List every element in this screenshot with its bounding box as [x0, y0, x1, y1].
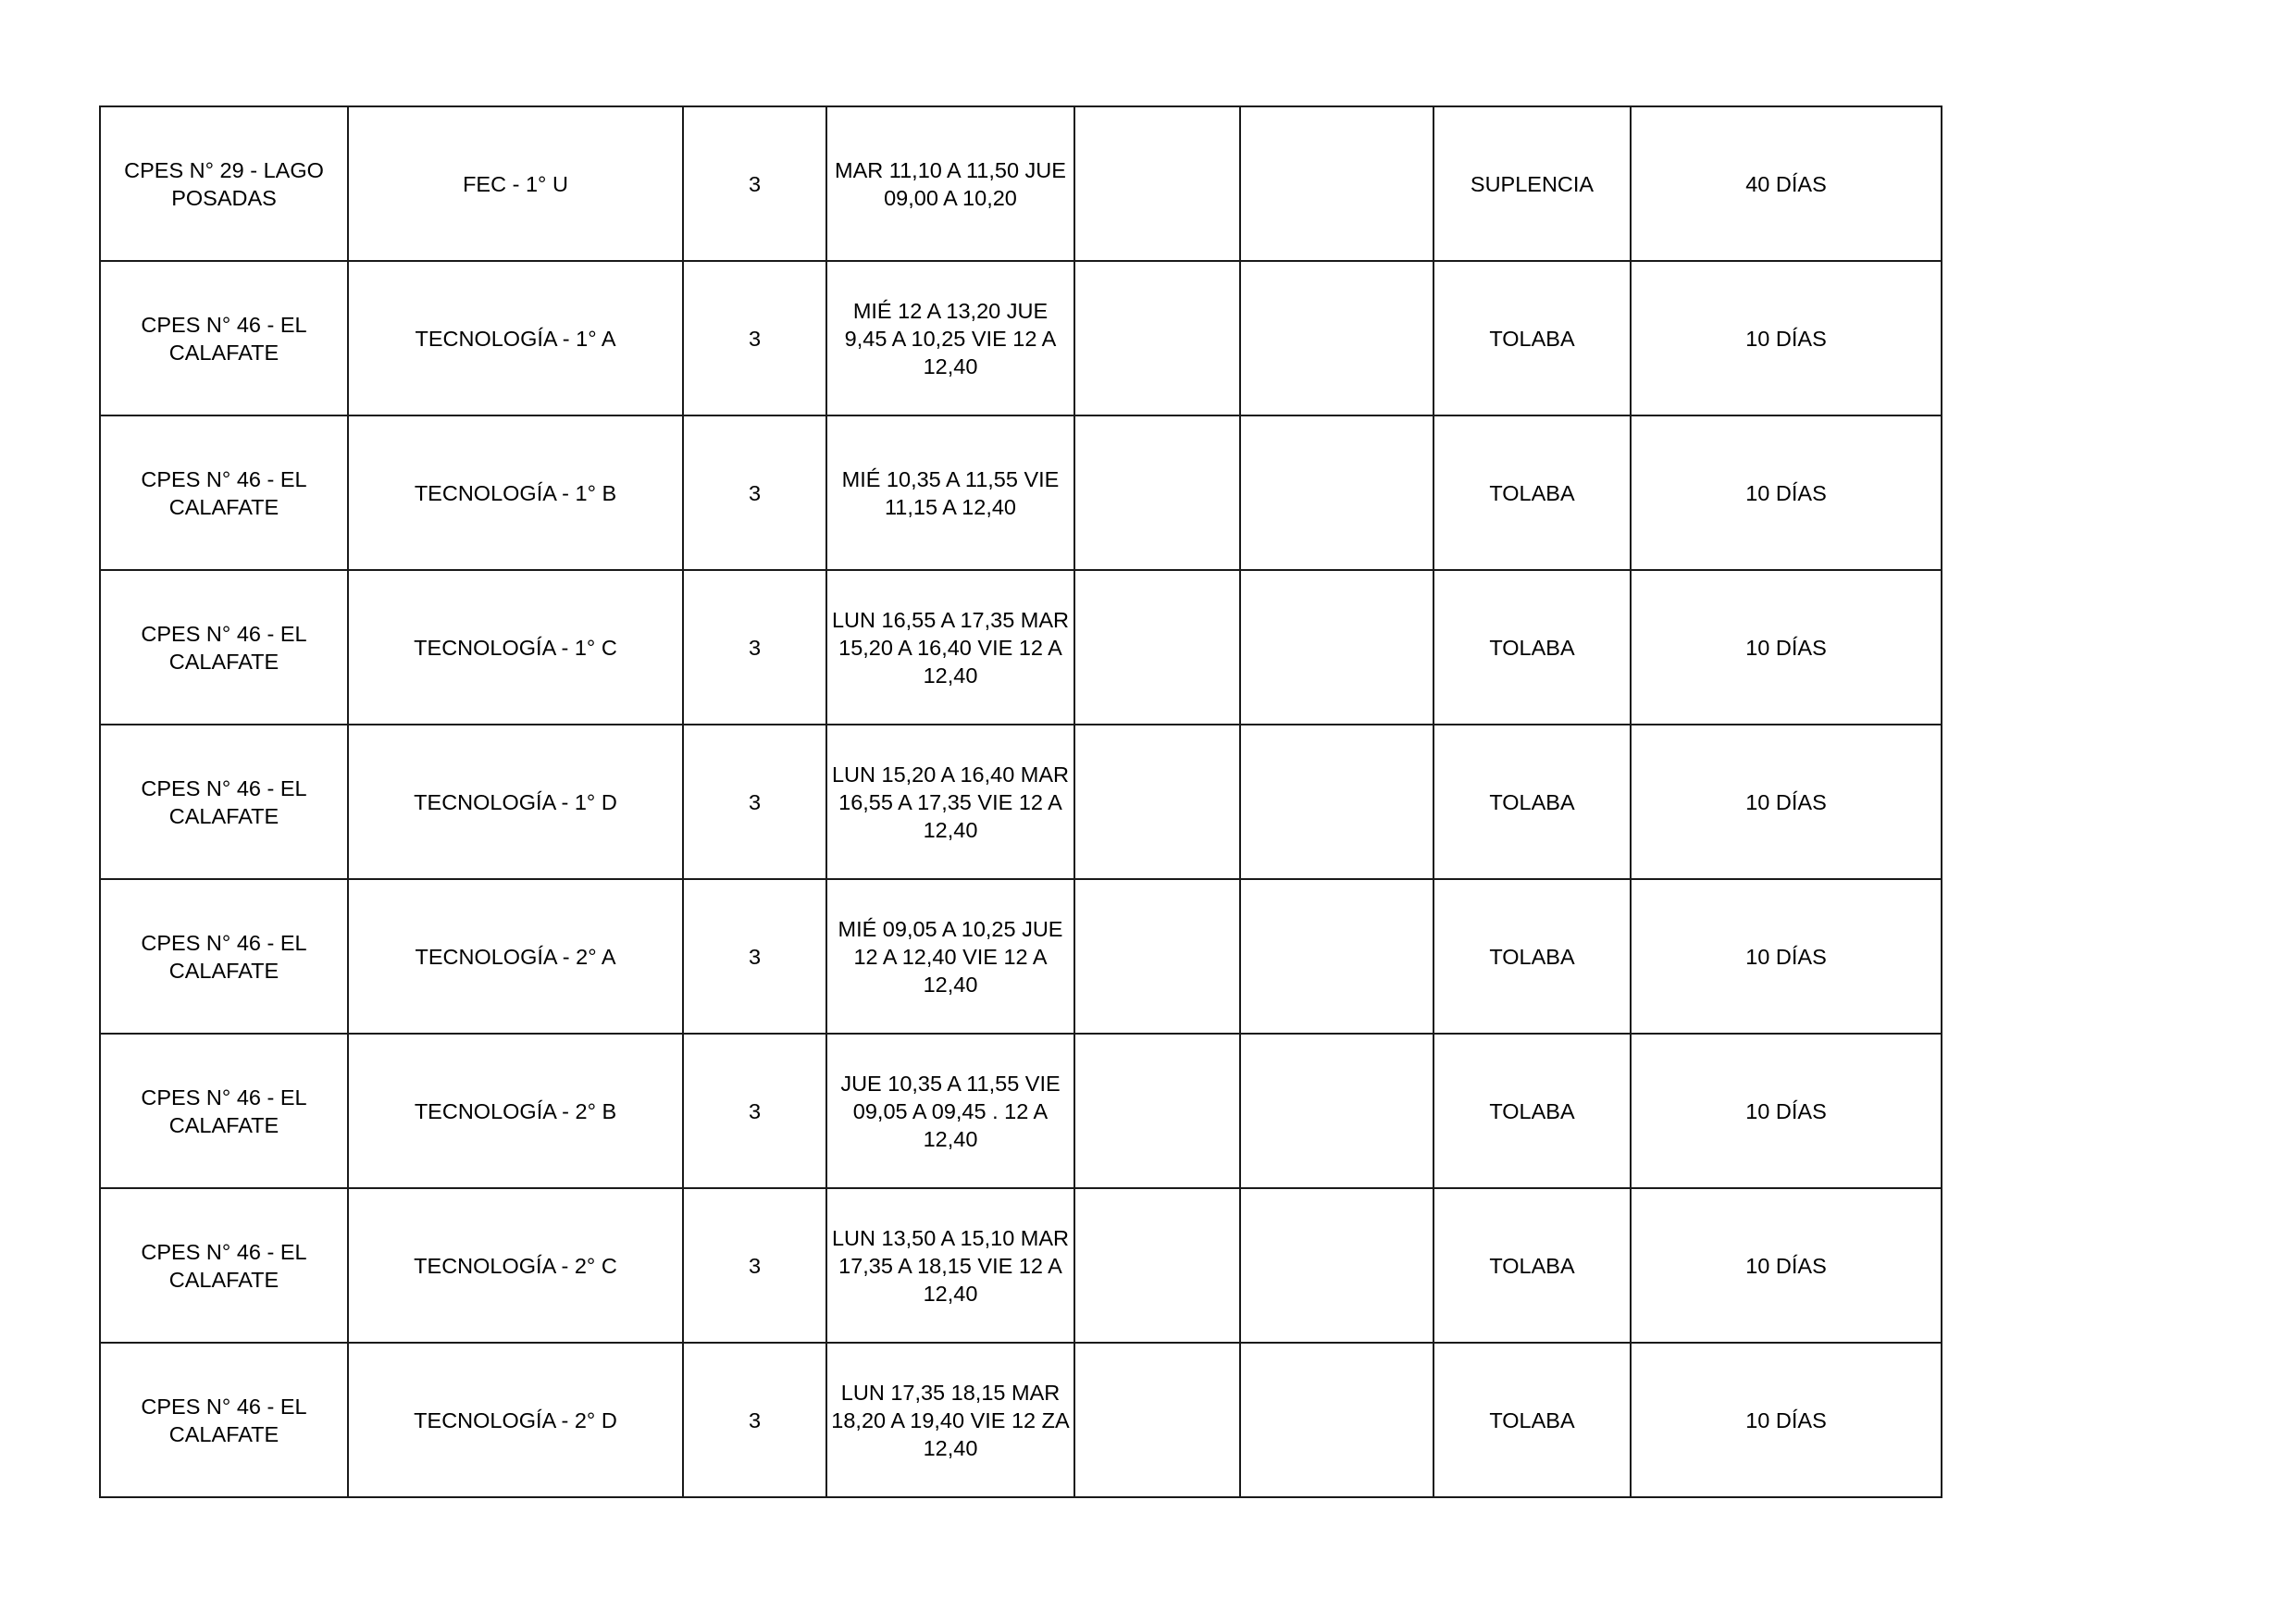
- duration-cell: 10 DÍAS: [1631, 725, 1942, 879]
- empty-cell: [1240, 725, 1433, 879]
- schedule-cell: JUE 10,35 A 11,55 VIE 09,05 A 09,45 . 12 A 12,40: [826, 1034, 1074, 1188]
- table-row: [100, 725, 1942, 879]
- table-row: [100, 415, 1942, 570]
- hours-cell: 3: [683, 415, 826, 570]
- vacancies-table: [99, 105, 1942, 1498]
- school-cell: CPES N° 46 - EL CALAFATE: [100, 879, 348, 1034]
- table-row: [100, 261, 1942, 415]
- schedule-cell: MIÉ 12 A 13,20 JUE 9,45 A 10,25 VIE 12 A 12,40: [826, 261, 1074, 415]
- hours-cell: 3: [683, 1188, 826, 1343]
- table-row: [100, 570, 1942, 725]
- status-cell: TOLABA: [1433, 570, 1631, 725]
- subject-cell: TECNOLOGÍA - 2° A: [348, 879, 683, 1034]
- empty-cell: [1240, 1188, 1433, 1343]
- subject-cell: TECNOLOGÍA - 1° A: [348, 261, 683, 415]
- status-cell: SUPLENCIA: [1433, 106, 1631, 261]
- schedule-cell: MIÉ 10,35 A 11,55 VIE 11,15 A 12,40: [826, 415, 1074, 570]
- hours-cell: 3: [683, 1034, 826, 1188]
- hours-cell: 3: [683, 261, 826, 415]
- empty-cell: [1240, 261, 1433, 415]
- duration-cell: 10 DÍAS: [1631, 261, 1942, 415]
- duration-cell: 10 DÍAS: [1631, 1188, 1942, 1343]
- empty-cell: [1074, 570, 1240, 725]
- table-row: [100, 1034, 1942, 1188]
- duration-cell: 10 DÍAS: [1631, 570, 1942, 725]
- empty-cell: [1074, 1034, 1240, 1188]
- hours-cell: 3: [683, 1343, 826, 1497]
- subject-cell: TECNOLOGÍA - 1° B: [348, 415, 683, 570]
- schedule-cell: LUN 16,55 A 17,35 MAR 15,20 A 16,40 VIE 12 A 12,40: [826, 570, 1074, 725]
- duration-cell: 40 DÍAS: [1631, 106, 1942, 261]
- hours-cell: 3: [683, 725, 826, 879]
- empty-cell: [1074, 261, 1240, 415]
- status-cell: TOLABA: [1433, 725, 1631, 879]
- empty-cell: [1240, 570, 1433, 725]
- table-row: [100, 1188, 1942, 1343]
- hours-cell: 3: [683, 570, 826, 725]
- school-cell: CPES N° 46 - EL CALAFATE: [100, 415, 348, 570]
- hours-cell: 3: [683, 879, 826, 1034]
- status-cell: TOLABA: [1433, 1034, 1631, 1188]
- empty-cell: [1240, 106, 1433, 261]
- empty-cell: [1074, 106, 1240, 261]
- status-cell: TOLABA: [1433, 1343, 1631, 1497]
- duration-cell: 10 DÍAS: [1631, 415, 1942, 570]
- subject-cell: TECNOLOGÍA - 1° D: [348, 725, 683, 879]
- status-cell: TOLABA: [1433, 261, 1631, 415]
- duration-cell: 10 DÍAS: [1631, 879, 1942, 1034]
- table-row: [100, 106, 1942, 261]
- school-cell: CPES N° 46 - EL CALAFATE: [100, 1343, 348, 1497]
- status-cell: TOLABA: [1433, 879, 1631, 1034]
- schedule-cell: LUN 13,50 A 15,10 MAR 17,35 A 18,15 VIE 12 A 12,40: [826, 1188, 1074, 1343]
- empty-cell: [1074, 1188, 1240, 1343]
- school-cell: CPES N° 46 - EL CALAFATE: [100, 725, 348, 879]
- subject-cell: TECNOLOGÍA - 1° C: [348, 570, 683, 725]
- empty-cell: [1240, 1034, 1433, 1188]
- empty-cell: [1240, 1343, 1433, 1497]
- empty-cell: [1240, 879, 1433, 1034]
- schedule-cell: LUN 15,20 A 16,40 MAR 16,55 A 17,35 VIE 12 A 12,40: [826, 725, 1074, 879]
- school-cell: CPES N° 46 - EL CALAFATE: [100, 261, 348, 415]
- subject-cell: TECNOLOGÍA - 2° D: [348, 1343, 683, 1497]
- status-cell: TOLABA: [1433, 1188, 1631, 1343]
- school-cell: CPES N° 46 - EL CALAFATE: [100, 1034, 348, 1188]
- table-body: [100, 106, 1942, 1497]
- table-row: [100, 879, 1942, 1034]
- subject-cell: TECNOLOGÍA - 2° B: [348, 1034, 683, 1188]
- empty-cell: [1074, 725, 1240, 879]
- school-cell: CPES N° 46 - EL CALAFATE: [100, 570, 348, 725]
- table-row: [100, 1343, 1942, 1497]
- empty-cell: [1240, 415, 1433, 570]
- hours-cell: 3: [683, 106, 826, 261]
- school-cell: CPES N° 46 - EL CALAFATE: [100, 1188, 348, 1343]
- status-cell: TOLABA: [1433, 415, 1631, 570]
- empty-cell: [1074, 1343, 1240, 1497]
- empty-cell: [1074, 415, 1240, 570]
- subject-cell: TECNOLOGÍA - 2° C: [348, 1188, 683, 1343]
- school-cell: CPES N° 29 - LAGO POSADAS: [100, 106, 348, 261]
- schedule-cell: MAR 11,10 A 11,50 JUE 09,00 A 10,20: [826, 106, 1074, 261]
- schedule-cell: LUN 17,35 18,15 MAR 18,20 A 19,40 VIE 12 ZA 12,40: [826, 1343, 1074, 1497]
- subject-cell: FEC - 1° U: [348, 106, 683, 261]
- duration-cell: 10 DÍAS: [1631, 1034, 1942, 1188]
- schedule-cell: MIÉ 09,05 A 10,25 JUE 12 A 12,40 VIE 12 A 12,40: [826, 879, 1074, 1034]
- empty-cell: [1074, 879, 1240, 1034]
- duration-cell: 10 DÍAS: [1631, 1343, 1942, 1497]
